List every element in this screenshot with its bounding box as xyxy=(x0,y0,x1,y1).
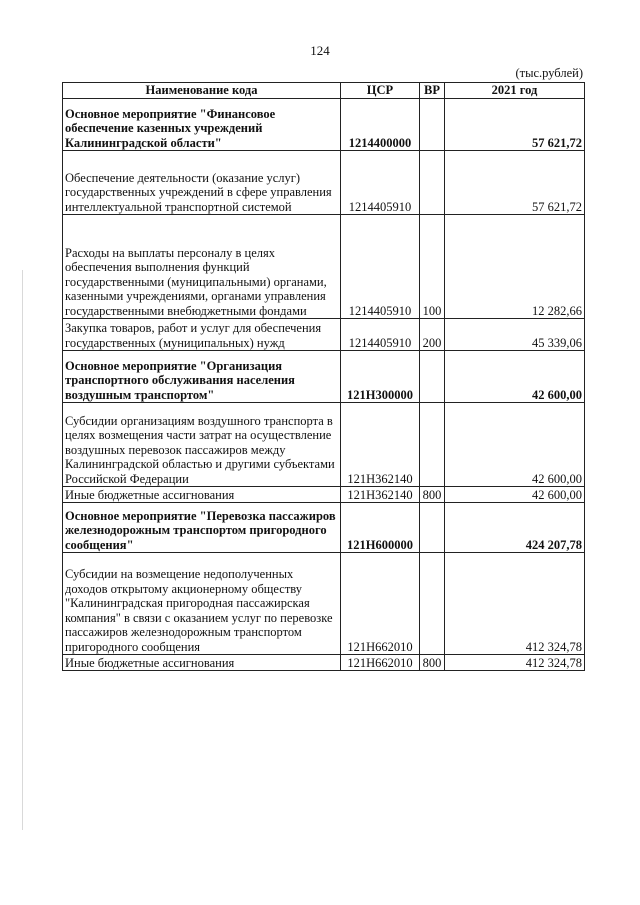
scan-margin-line xyxy=(22,270,23,830)
table-row xyxy=(63,503,585,553)
units-label: (тыс.рублей) xyxy=(515,66,583,80)
table-row xyxy=(63,99,585,151)
table-row xyxy=(63,403,585,487)
table-header-row xyxy=(63,83,585,99)
row-amount: 412 324,78 xyxy=(445,655,585,671)
row-amount: 412 324,78 xyxy=(445,553,585,655)
row-amount: 12 282,66 xyxy=(445,215,585,319)
row-name: Обеспечение деятельности (оказание услуг) государственных учреждений в сфере управления интеллектуальной транспортной системой xyxy=(63,151,341,215)
row-vr: 800 xyxy=(420,487,445,503)
row-name: Иные бюджетные ассигнования xyxy=(63,487,341,503)
row-amount: 42 600,00 xyxy=(445,351,585,403)
row-vr xyxy=(420,99,445,151)
table-row xyxy=(63,553,585,655)
row-vr xyxy=(420,553,445,655)
table-row xyxy=(63,655,585,671)
row-csr: 1214405910 xyxy=(341,151,420,215)
row-amount: 42 600,00 xyxy=(445,403,585,487)
table-row xyxy=(63,487,585,503)
row-amount: 57 621,72 xyxy=(445,151,585,215)
row-name: Субсидии организациям воздушного транспорта в целях возмещения части затрат на осуществление воздушных перевозок пассажиров между Калининградской областью и другими субъектами Российской Федерации xyxy=(63,403,341,487)
row-vr: 200 xyxy=(420,319,445,351)
row-name: Расходы на выплаты персоналу в целях обеспечения выполнения функций государственными (муниципальными) органами, казенными учреждениями, органами управления государственными внебюджетными фондами xyxy=(63,215,341,319)
row-amount: 42 600,00 xyxy=(445,487,585,503)
row-name: Субсидии на возмещение недополученных доходов открытому акционерному обществу "Калининградская пригородная пассажирская компания" в связи с оказанием услуг по перевозке пассажиров железнодорожным транспортом пригородного сообщения xyxy=(63,553,341,655)
table-row xyxy=(63,319,585,351)
table-row xyxy=(63,151,585,215)
row-vr xyxy=(420,151,445,215)
header-vr: ВР xyxy=(420,83,445,99)
row-csr: 1214405910 xyxy=(341,319,420,351)
row-csr: 121Н662010 xyxy=(341,553,420,655)
table-row xyxy=(63,215,585,319)
table-row xyxy=(63,351,585,403)
header-name: Наименование кода xyxy=(63,83,341,99)
page-number: 124 xyxy=(310,43,330,58)
row-vr xyxy=(420,403,445,487)
row-vr: 100 xyxy=(420,215,445,319)
row-name: Основное мероприятие "Финансовое обеспечение казенных учреждений Калининградской области" xyxy=(63,99,341,151)
row-amount: 45 339,06 xyxy=(445,319,585,351)
row-vr xyxy=(420,503,445,553)
row-amount: 424 207,78 xyxy=(445,503,585,553)
row-csr: 1214405910 xyxy=(341,215,420,319)
row-vr xyxy=(420,351,445,403)
row-vr: 800 xyxy=(420,655,445,671)
row-csr: 121Н662010 xyxy=(341,655,420,671)
row-name: Основное мероприятие "Организация транспортного обслуживания населения воздушным транспортом" xyxy=(63,351,341,403)
row-csr: 121Н362140 xyxy=(341,487,420,503)
budget-table xyxy=(62,82,585,671)
row-csr: 121Н362140 xyxy=(341,403,420,487)
row-csr: 121Н300000 xyxy=(341,351,420,403)
header-year: 2021 год xyxy=(445,83,585,99)
row-csr: 121Н600000 xyxy=(341,503,420,553)
row-name: Основное мероприятие "Перевозка пассажиров железнодорожным транспортом пригородного сообщения" xyxy=(63,503,341,553)
row-name: Закупка товаров, работ и услуг для обеспечения государственных (муниципальных) нужд xyxy=(63,319,341,351)
row-amount: 57 621,72 xyxy=(445,99,585,151)
row-csr: 1214400000 xyxy=(341,99,420,151)
header-csr: ЦСР xyxy=(341,83,420,99)
row-name: Иные бюджетные ассигнования xyxy=(63,655,341,671)
